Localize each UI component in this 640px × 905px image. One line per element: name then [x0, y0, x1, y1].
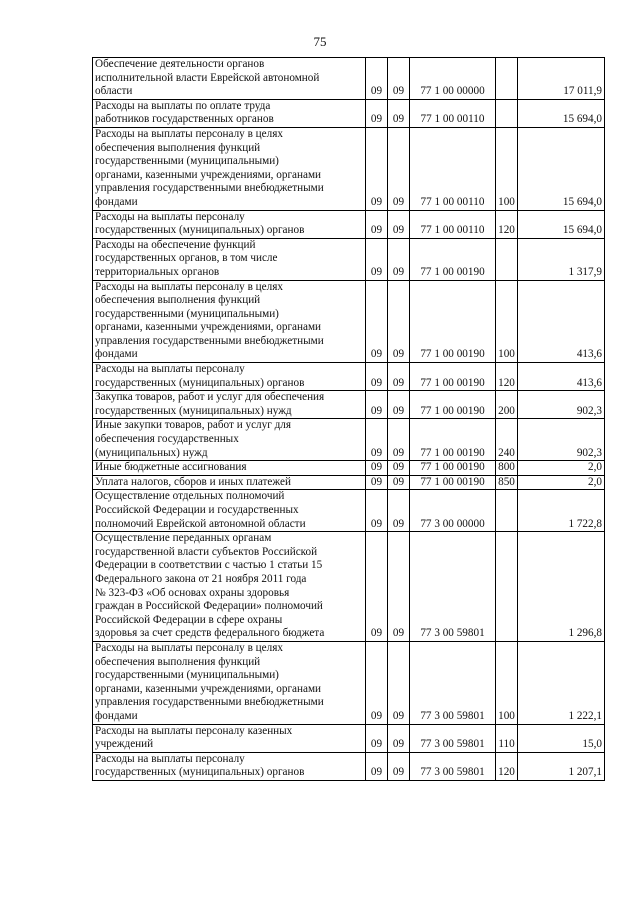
row-name-cell	[93, 238, 366, 280]
row-name-line: Закупка товаров, работ и услуг для обеспечения	[95, 391, 325, 404]
section-code-cell: 09	[366, 127, 388, 210]
table-row	[93, 238, 605, 280]
table-row	[93, 461, 605, 476]
table-row	[93, 490, 605, 532]
row-name-cell	[93, 724, 366, 752]
row-name-line: государственных (муниципальных) органов	[95, 224, 305, 237]
row-name-line: Российской Федерации в сфере охраны	[95, 613, 283, 626]
subsection-code-cell: 09	[388, 724, 410, 752]
table-row	[93, 641, 605, 724]
expense-type-code-cell: 120	[496, 363, 518, 391]
target-article-code-cell: 77 3 00 59801	[410, 724, 496, 752]
table-row	[93, 363, 605, 391]
row-name-cell	[93, 280, 366, 363]
subsection-code-cell: 09	[388, 475, 410, 490]
row-name-cell	[93, 475, 366, 490]
row-name-line: государственными (муниципальными)	[95, 155, 279, 168]
section-code-cell: 09	[366, 99, 388, 127]
row-name-cell	[93, 419, 366, 461]
table-row	[93, 280, 605, 363]
row-name-line: управления государственными внебюджетными	[95, 182, 324, 195]
amount-cell: 2,0	[518, 475, 605, 490]
target-article-code-cell: 77 1 00 00110	[410, 127, 496, 210]
row-name-line: № 323-ФЗ «Об основах охраны здоровья	[95, 586, 290, 599]
amount-cell: 1 207,1	[518, 752, 605, 780]
amount-cell: 17 011,9	[518, 58, 605, 100]
amount-cell: 1 296,8	[518, 532, 605, 642]
row-name-line: Уплата налогов, сборов и иных платежей	[95, 475, 291, 488]
row-name-line: фондами	[95, 195, 138, 208]
table-row	[93, 99, 605, 127]
row-name-line: органами, казенными учреждениями, органами	[95, 321, 322, 334]
section-code-cell: 09	[366, 475, 388, 490]
row-name-line: обеспечения выполнения функций	[95, 655, 261, 668]
subsection-code-cell: 09	[388, 419, 410, 461]
row-name-line: Расходы на выплаты персоналу в целях	[95, 280, 283, 293]
amount-cell: 15 694,0	[518, 127, 605, 210]
target-article-code-cell: 77 1 00 00000	[410, 58, 496, 100]
section-code-cell: 09	[366, 419, 388, 461]
amount-cell: 15 694,0	[518, 210, 605, 238]
row-name-line: государственными (муниципальными)	[95, 307, 279, 320]
section-code-cell: 09	[366, 461, 388, 476]
section-code-cell: 09	[366, 724, 388, 752]
row-name-line: Федерации в соответствии с частью 1 статьи 15	[95, 559, 323, 572]
row-name-cell	[93, 210, 366, 238]
amount-cell: 2,0	[518, 461, 605, 476]
row-name-line: граждан в Российской Федерации» полномочий	[95, 600, 323, 613]
section-code-cell: 09	[366, 238, 388, 280]
expense-type-code-cell: 200	[496, 391, 518, 419]
subsection-code-cell: 09	[388, 210, 410, 238]
section-code-cell: 09	[366, 490, 388, 532]
expense-type-code-cell	[496, 99, 518, 127]
row-name-line: государственными (муниципальными)	[95, 669, 279, 682]
row-name-cell	[93, 532, 366, 642]
subsection-code-cell: 09	[388, 490, 410, 532]
row-name-line: обеспечения выполнения функций	[95, 294, 261, 307]
target-article-code-cell: 77 3 00 59801	[410, 641, 496, 724]
subsection-code-cell: 09	[388, 461, 410, 476]
row-name-line: исполнительной власти Еврейской автономной	[95, 71, 320, 84]
row-name-line: Обеспечение деятельности органов	[95, 58, 265, 70]
row-name-line: Расходы на выплаты персоналу	[95, 210, 245, 223]
expense-type-code-cell	[496, 490, 518, 532]
expense-type-code-cell: 110	[496, 724, 518, 752]
target-article-code-cell: 77 1 00 00190	[410, 419, 496, 461]
amount-cell: 15 694,0	[518, 99, 605, 127]
amount-cell: 902,3	[518, 391, 605, 419]
row-name-line: Федерального закона от 21 ноября 2011 года	[95, 572, 307, 585]
target-article-code-cell: 77 1 00 00190	[410, 461, 496, 476]
subsection-code-cell: 09	[388, 532, 410, 642]
section-code-cell: 09	[366, 641, 388, 724]
table-row	[93, 752, 605, 780]
section-code-cell: 09	[366, 532, 388, 642]
target-article-code-cell: 77 1 00 00110	[410, 99, 496, 127]
row-name-cell	[93, 127, 366, 210]
amount-cell: 1 317,9	[518, 238, 605, 280]
subsection-code-cell: 09	[388, 280, 410, 363]
section-code-cell: 09	[366, 280, 388, 363]
target-article-code-cell: 77 1 00 00190	[410, 280, 496, 363]
amount-cell: 15,0	[518, 724, 605, 752]
row-name-line: фондами	[95, 709, 138, 722]
expense-type-code-cell: 120	[496, 210, 518, 238]
target-article-code-cell: 77 1 00 00190	[410, 475, 496, 490]
row-name-line: органами, казенными учреждениями, органами	[95, 168, 322, 181]
row-name-line: Иные бюджетные ассигнования	[95, 461, 247, 474]
row-name-line: государственных (муниципальных) органов	[95, 376, 305, 389]
row-name-line: Расходы на выплаты персоналу	[95, 752, 245, 765]
row-name-line: органами, казенными учреждениями, органами	[95, 682, 322, 695]
row-name-line: Расходы на обеспечение функций	[95, 238, 256, 251]
amount-cell: 413,6	[518, 280, 605, 363]
expense-type-code-cell: 240	[496, 419, 518, 461]
row-name-line: государственной власти субъектов Российской	[95, 545, 318, 558]
row-name-cell	[93, 752, 366, 780]
target-article-code-cell: 77 3 00 59801	[410, 532, 496, 642]
row-name-cell	[93, 391, 366, 419]
row-name-cell	[93, 363, 366, 391]
row-name-line: области	[95, 85, 133, 98]
target-article-code-cell: 77 1 00 00190	[410, 363, 496, 391]
subsection-code-cell: 09	[388, 238, 410, 280]
row-name-line: учреждений	[95, 738, 154, 751]
row-name-line: Российской Федерации и государственных	[95, 504, 299, 516]
target-article-code-cell: 77 3 00 00000	[410, 490, 496, 532]
section-code-cell: 09	[366, 752, 388, 780]
section-code-cell: 09	[366, 391, 388, 419]
row-name-line: Расходы на выплаты персоналу в целях	[95, 641, 283, 654]
row-name-cell	[93, 461, 366, 476]
row-name-line: (муниципальных) нужд	[95, 446, 208, 459]
row-name-cell	[93, 641, 366, 724]
row-name-line: Расходы на выплаты персоналу в целях	[95, 127, 283, 140]
expense-type-code-cell: 800	[496, 461, 518, 476]
target-article-code-cell: 77 1 00 00190	[410, 238, 496, 280]
row-name-line: Осуществление переданных органам	[95, 532, 272, 545]
subsection-code-cell: 09	[388, 99, 410, 127]
row-name-line: обеспечения государственных	[95, 433, 239, 446]
section-code-cell: 09	[366, 363, 388, 391]
target-article-code-cell: 77 1 00 00110	[410, 210, 496, 238]
table-row	[93, 475, 605, 490]
row-name-cell	[93, 490, 366, 532]
table-body	[93, 58, 605, 781]
row-name-line: территориальных органов	[95, 265, 220, 278]
row-name-line: здоровья за счет средств федерального бюджета	[95, 627, 325, 640]
table-row	[93, 532, 605, 642]
table-row	[93, 58, 605, 100]
row-name-line: управления государственными внебюджетными	[95, 334, 324, 347]
row-name-line: Расходы на выплаты персоналу	[95, 363, 245, 376]
row-name-line: Расходы на выплаты персоналу казенных	[95, 724, 293, 737]
row-name-line: обеспечения выполнения функций	[95, 141, 261, 154]
table-row	[93, 724, 605, 752]
target-article-code-cell: 77 1 00 00190	[410, 391, 496, 419]
row-name-line: фондами	[95, 348, 138, 361]
target-article-code-cell: 77 3 00 59801	[410, 752, 496, 780]
row-name-line: Расходы на выплаты по оплате труда	[95, 99, 271, 112]
row-name-line: управления государственными внебюджетными	[95, 696, 324, 709]
expense-type-code-cell: 120	[496, 752, 518, 780]
row-name-line: полномочий Еврейской автономной области	[95, 517, 306, 530]
table-row	[93, 127, 605, 210]
row-name-line: государственных (муниципальных) нужд	[95, 404, 292, 417]
subsection-code-cell: 09	[388, 752, 410, 780]
expense-type-code-cell: 850	[496, 475, 518, 490]
subsection-code-cell: 09	[388, 641, 410, 724]
subsection-code-cell: 09	[388, 127, 410, 210]
subsection-code-cell: 09	[388, 58, 410, 100]
subsection-code-cell: 09	[388, 391, 410, 419]
expense-type-code-cell	[496, 238, 518, 280]
row-name-line: государственных (муниципальных) органов	[95, 766, 305, 779]
amount-cell: 413,6	[518, 363, 605, 391]
amount-cell: 902,3	[518, 419, 605, 461]
row-name-line: Осуществление отдельных полномочий	[95, 490, 285, 503]
row-name-cell	[93, 99, 366, 127]
section-code-cell: 09	[366, 58, 388, 100]
expense-type-code-cell: 100	[496, 127, 518, 210]
expense-type-code-cell	[496, 58, 518, 100]
table-row	[93, 210, 605, 238]
page-number: 75	[313, 34, 327, 49]
expense-type-code-cell: 100	[496, 641, 518, 724]
expense-type-code-cell: 100	[496, 280, 518, 363]
amount-cell: 1 222,1	[518, 641, 605, 724]
row-name-cell	[93, 58, 366, 100]
table-row	[93, 419, 605, 461]
table-row	[93, 391, 605, 419]
section-code-cell: 09	[366, 210, 388, 238]
expense-type-code-cell	[496, 532, 518, 642]
row-name-line: Иные закупки товаров, работ и услуг для	[95, 419, 292, 432]
row-name-line: работников государственных органов	[95, 113, 274, 126]
amount-cell: 1 722,8	[518, 490, 605, 532]
subsection-code-cell: 09	[388, 363, 410, 391]
row-name-line: государственных органов, в том числе	[95, 252, 278, 265]
budget-table	[92, 57, 605, 781]
